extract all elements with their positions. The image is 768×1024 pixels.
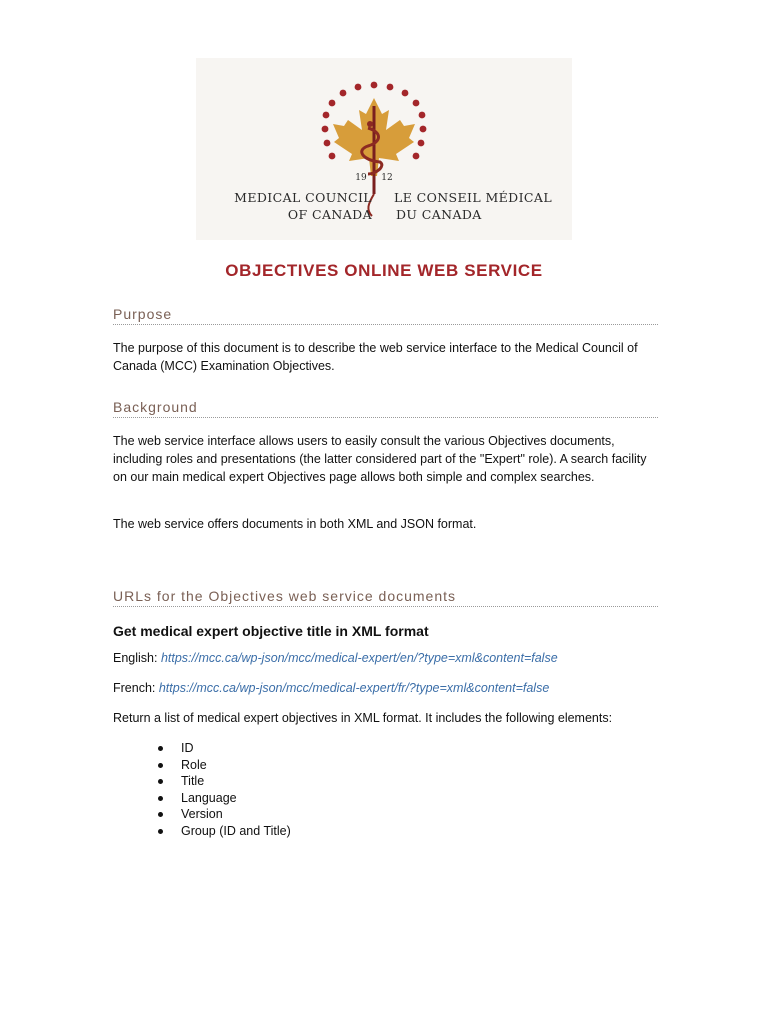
elements-list (113, 740, 513, 840)
return-description: Return a list of medical expert objectives in XML format. It includes the following elements: (113, 711, 613, 725)
list-item-text: Role (181, 757, 207, 772)
bullet-icon (158, 829, 163, 834)
background-text: The web service interface allows users to easily consult the various Objectives documents, including roles and presentations (the latter considered part of the "Expert" role). A search facility on our main medical expert Objectives page allows both simple and complex searches. (113, 434, 647, 484)
logo-name-fr-line1: LE CONSEIL MÉDICAL (394, 190, 553, 205)
section-heading-purpose: Purpose (113, 306, 658, 325)
purpose-text: The purpose of this document is to describe the web service interface to the Medical Council of Canada (MCC) Examination Objectives. (113, 341, 638, 373)
logo-name-english (224, 189, 372, 223)
list-item-text: Version (181, 807, 223, 822)
bullet-icon (158, 763, 163, 768)
logo-name-en-line1: MEDICAL COUNCIL (234, 190, 372, 205)
logo-name-fr-line2: DU CANADA (396, 207, 482, 222)
bullet-icon (158, 812, 163, 817)
background-format-text: The web service offers documents in both XML and JSON format. (113, 517, 477, 531)
english-url-link[interactable]: https://mcc.ca/wp-json/mcc/medical-expert/en/?type=xml&content=false (160, 651, 558, 665)
list-item-text: ID (181, 741, 194, 755)
document-title: OBJECTIVES ONLINE WEB SERVICE (225, 261, 543, 280)
list-item-text: Language (181, 790, 237, 805)
bullet-icon (158, 746, 163, 751)
french-url-link[interactable]: https://mcc.ca/wp-json/mcc/medical-expert/fr/?type=xml&content=false (158, 681, 550, 695)
list-item (113, 773, 513, 790)
list-item-text: Group (ID and Title) (181, 823, 291, 838)
year-right: 12 (381, 173, 393, 183)
list-item (113, 823, 513, 840)
english-url-line (113, 649, 661, 667)
list-item-text: Title (181, 774, 205, 789)
year-left: 19 (355, 173, 367, 183)
mcc-logo (196, 58, 572, 240)
section-heading-background: Background (113, 399, 658, 418)
english-label: English: (113, 651, 161, 665)
section-heading-urls: URLs for the Objectives web service documents (113, 588, 658, 607)
list-item (113, 740, 513, 757)
list-item (113, 757, 513, 774)
logo-name-french (394, 189, 554, 223)
list-item (113, 790, 513, 807)
list-item (113, 806, 513, 823)
bullet-icon (158, 796, 163, 801)
logo-name-en-line2: OF CANADA (287, 207, 372, 222)
french-label: French: (113, 681, 159, 695)
subheading-xml-title: Get medical expert objective title in XML format (113, 623, 429, 639)
bullet-icon (158, 779, 163, 784)
french-url-line (113, 679, 661, 697)
